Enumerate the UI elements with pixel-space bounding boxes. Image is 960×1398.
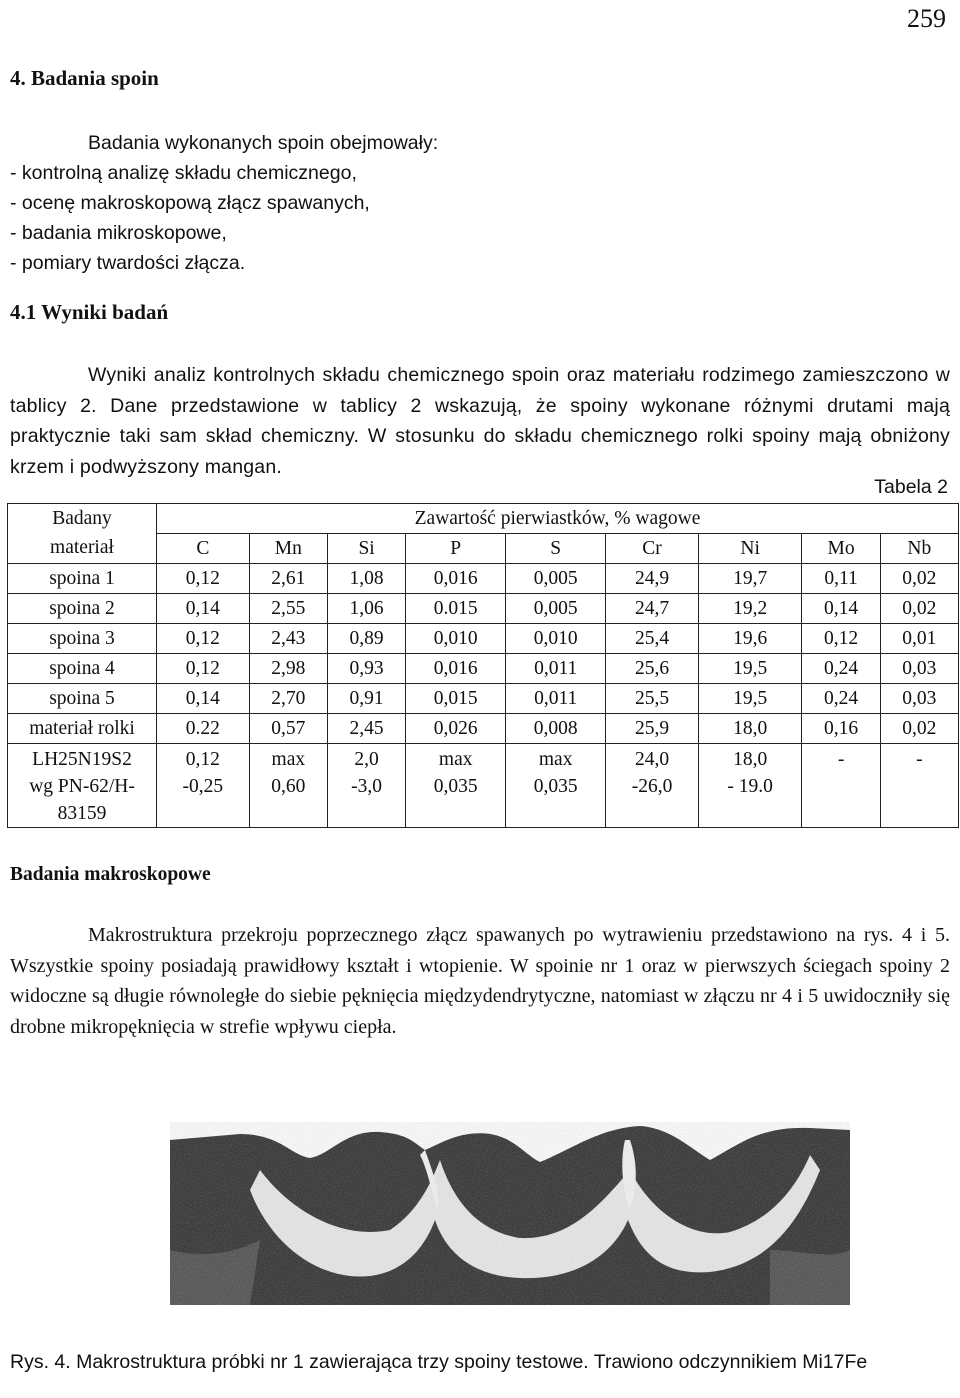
table-cell: 0,24 — [802, 654, 880, 684]
table-cell: 0,91 — [327, 684, 405, 714]
table-cell: 2,61 — [249, 564, 327, 594]
cell-line: 0,12 — [185, 749, 220, 770]
table-row — [8, 594, 959, 624]
cell-line: 0,035 — [533, 776, 578, 797]
cell-line: -26,0 — [631, 776, 673, 797]
table-cell: 19,6 — [698, 624, 802, 654]
table-cell: 0,016 — [406, 654, 506, 684]
table-cell: 0,015 — [406, 684, 506, 714]
table-cell: 0,12 — [157, 564, 250, 594]
cell-line: -0,25 — [182, 776, 224, 797]
table-cell: 25,5 — [606, 684, 699, 714]
table-cell: 0,12 — [802, 624, 880, 654]
table-cell: 0,010 — [506, 624, 606, 654]
table-row — [8, 564, 959, 594]
cell-line: max — [271, 749, 306, 770]
table-cell: 0,02 — [880, 564, 958, 594]
table-cell: 1,08 — [327, 564, 405, 594]
page-number: 259 — [907, 4, 946, 33]
table-cell — [880, 744, 958, 828]
table-cell: 0,011 — [506, 654, 606, 684]
intro-sentence: Badania wykonanych spoin obejmowały: — [88, 132, 439, 154]
header-material-bottom: materiał — [8, 534, 157, 564]
table-cell: 0,010 — [406, 624, 506, 654]
chemical-composition-table — [7, 503, 959, 828]
table-cell — [506, 744, 606, 828]
row-label: spoina 5 — [8, 684, 157, 714]
row-label-standard — [8, 744, 157, 828]
table-cell: 0,005 — [506, 594, 606, 624]
table-cell: 2,98 — [249, 654, 327, 684]
table-cell: 0,11 — [802, 564, 880, 594]
table-cell: 0.22 — [157, 714, 250, 744]
cell-line: 0,60 — [271, 776, 306, 797]
table-cell: 0,14 — [802, 594, 880, 624]
cell-line: max — [438, 749, 473, 770]
table-cell: 19,7 — [698, 564, 802, 594]
col-header-si: Si — [327, 534, 405, 564]
table-cell: 0.015 — [406, 594, 506, 624]
table-caption: Tabela 2 — [874, 476, 948, 498]
figure-caption — [10, 1350, 955, 1374]
table-cell: 0,14 — [157, 594, 250, 624]
table-cell: 0,16 — [802, 714, 880, 744]
intro-list — [10, 128, 438, 278]
header-group: Zawartość pierwiastków, % wagowe — [157, 504, 959, 534]
table-cell: 19,5 — [698, 684, 802, 714]
table-row — [8, 714, 959, 744]
table-cell: 2,70 — [249, 684, 327, 714]
table-cell: 0,14 — [157, 684, 250, 714]
row-label: materiał rolki — [8, 714, 157, 744]
table-cell: 19,2 — [698, 594, 802, 624]
macro-paragraph-text: Makrostruktura przekroju poprzecznego złącz spawanych po wytrawieniu przedstawiono na rys. 4 i 5. Wszystkie spoiny posiadają prawidłowy kształt i wtopienie. W spoinie nr 1 oraz w pierwszych ściegach spoiny 2 widoczne są długie równoległe do siebie pęknięcia międzydendrytyczne, natomiast w złączu nr 4 i 5 uwidoczniły się drobne mikropęknięcia w strefie wpływu ciepła. — [10, 924, 950, 1038]
standard-label-line: wg PN-62/H- — [29, 776, 135, 797]
table-cell: 2,43 — [249, 624, 327, 654]
row-label: spoina 2 — [8, 594, 157, 624]
cell-line: 18,0 — [733, 749, 768, 770]
table-cell: 25,4 — [606, 624, 699, 654]
table-header-row — [8, 534, 959, 564]
table-row — [8, 684, 959, 714]
col-header-cr: Cr — [606, 534, 699, 564]
list-item: - ocenę makroskopową złącz spawanych, — [10, 192, 370, 214]
table-cell — [802, 744, 880, 828]
table-cell: 0,01 — [880, 624, 958, 654]
cell-line: - — [837, 749, 845, 770]
list-item: - kontrolną analizę składu chemicznego, — [10, 162, 357, 184]
table-cell — [249, 744, 327, 828]
row-label: spoina 4 — [8, 654, 157, 684]
table-cell: 19,5 — [698, 654, 802, 684]
cell-line: max — [538, 749, 573, 770]
table-cell: 0,016 — [406, 564, 506, 594]
table-cell: 24,7 — [606, 594, 699, 624]
table-cell: 0,24 — [802, 684, 880, 714]
header-material-top: Badany — [8, 504, 157, 534]
table-cell: 25,9 — [606, 714, 699, 744]
col-header-nb: Nb — [880, 534, 958, 564]
cell-line: 24,0 — [634, 749, 670, 770]
col-header-s: S — [506, 534, 606, 564]
table-cell — [327, 744, 405, 828]
col-header-mn: Mn — [249, 534, 327, 564]
table-cell: 0,011 — [506, 684, 606, 714]
cell-line: - — [916, 749, 923, 770]
standard-label-line: LH25N19S2 — [32, 749, 132, 770]
table-cell: 0,93 — [327, 654, 405, 684]
list-item: - badania mikroskopowe, — [10, 222, 227, 244]
table-cell: 0,12 — [157, 624, 250, 654]
table-cell: 0,12 — [157, 654, 250, 684]
section-heading-badania-spoin: 4. Badania spoin — [10, 66, 159, 90]
table-cell: 0,57 — [249, 714, 327, 744]
table-cell: 0,008 — [506, 714, 606, 744]
cell-line: 0,035 — [433, 776, 478, 797]
section-heading-wyniki-badan: 4.1 Wyniki badań — [10, 300, 169, 324]
table-cell: 0,02 — [880, 594, 958, 624]
table-cell: 2,45 — [327, 714, 405, 744]
table-cell — [698, 744, 802, 828]
table-cell: 0,89 — [327, 624, 405, 654]
table-cell: 0,03 — [880, 684, 958, 714]
col-header-ni: Ni — [698, 534, 802, 564]
table-cell: 2,55 — [249, 594, 327, 624]
table-row — [8, 624, 959, 654]
row-label: spoina 3 — [8, 624, 157, 654]
table-cell: 0,02 — [880, 714, 958, 744]
section-heading-badania-makroskopowe: Badania makroskopowe — [10, 864, 211, 885]
table-cell: 0,03 — [880, 654, 958, 684]
table-row — [8, 654, 959, 684]
table-cell — [157, 744, 250, 828]
table-cell: 18,0 — [698, 714, 802, 744]
row-label: spoina 1 — [8, 564, 157, 594]
table-cell: 0,026 — [406, 714, 506, 744]
macrostructure-photo — [170, 1100, 850, 1305]
list-item: - pomiary twardości złącza. — [10, 252, 246, 274]
table-cell: 0,005 — [506, 564, 606, 594]
results-paragraph — [10, 360, 950, 482]
table-cell: 24,9 — [606, 564, 699, 594]
col-header-p: P — [406, 534, 506, 564]
table-cell — [606, 744, 699, 828]
cell-line: 2,0 — [354, 749, 379, 770]
results-paragraph-text: Wyniki analiz kontrolnych składu chemicznego spoin oraz materiału rodzimego zamieszczono w tablicy 2. Dane przedstawione w tablicy 2 wskazują, że spoiny wykonane różnymi drutami mają praktycznie taki sam skład chemiczny. W stosunku do składu chemicznego rolki spoiny mają obniżony krzem i podwyższony mangan. — [10, 364, 950, 478]
col-header-c: C — [157, 534, 250, 564]
cell-line: -3,0 — [351, 776, 383, 797]
table-row-standard — [8, 744, 959, 828]
macro-paragraph — [10, 920, 950, 1042]
table-header-row — [8, 504, 959, 534]
table-cell — [406, 744, 506, 828]
table-cell: 25,6 — [606, 654, 699, 684]
col-header-mo: Mo — [802, 534, 880, 564]
cell-line: - 19.0 — [727, 776, 773, 797]
table-cell: 1,06 — [327, 594, 405, 624]
standard-label-line: 83159 — [57, 803, 107, 824]
figure-caption-text: Rys. 4. Makrostruktura próbki nr 1 zawierająca trzy spoiny testowe. Trawiono odczynnikiem Mi17Fe — [10, 1351, 868, 1373]
